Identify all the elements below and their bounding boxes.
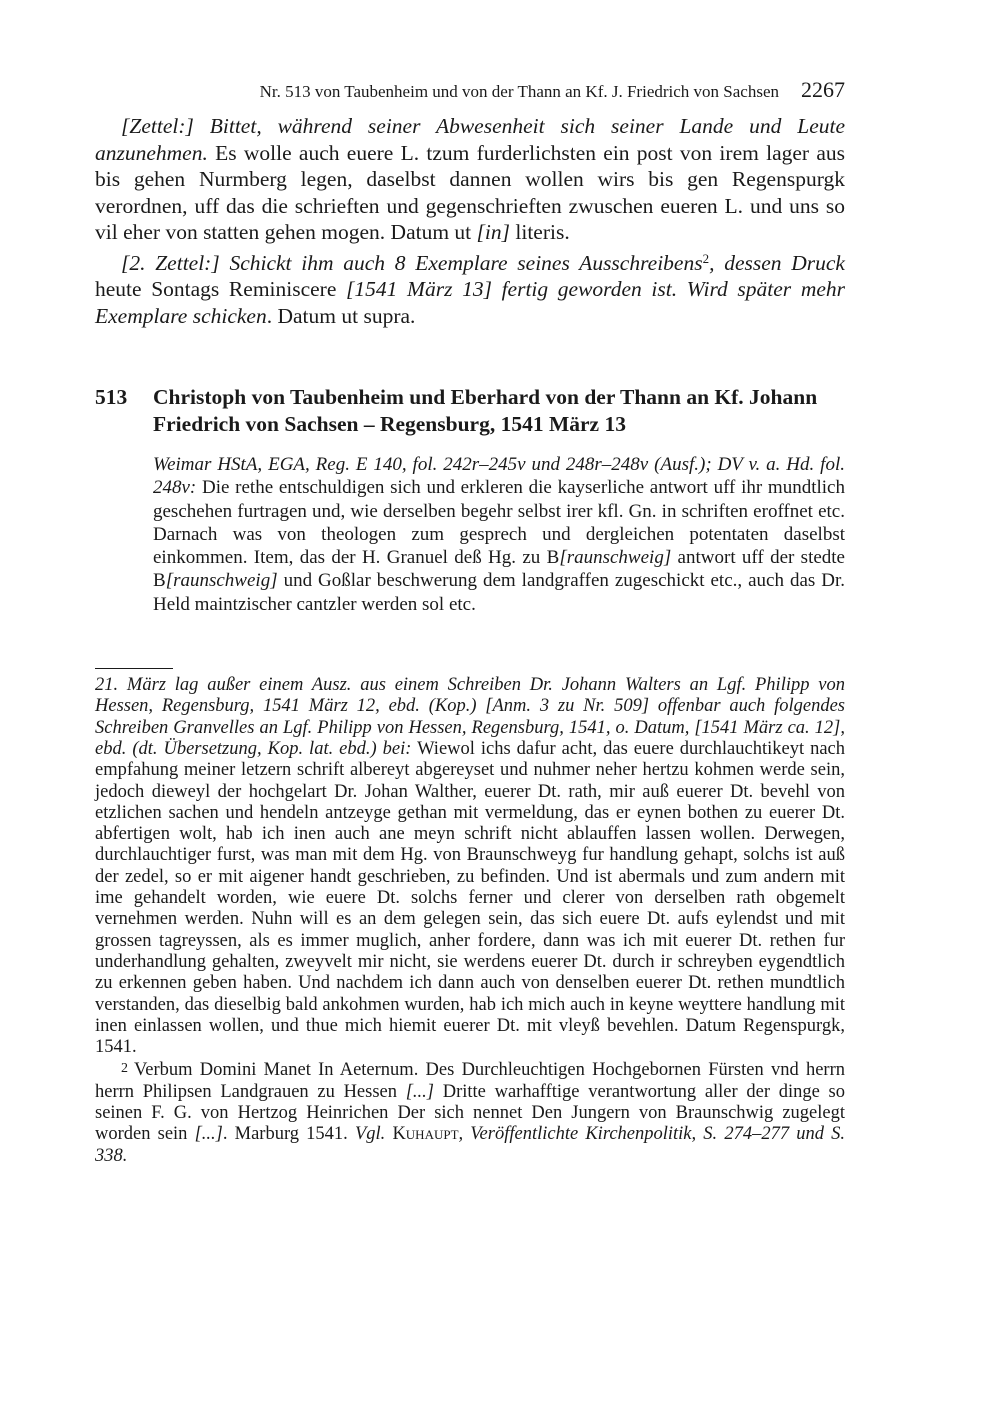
- footnote-divider: [95, 668, 173, 669]
- footnote-2-marker: 2: [121, 1061, 128, 1077]
- footnote-2-italic-2: [...]: [194, 1124, 223, 1145]
- second-zettel-italic-b: , dessen Druck: [709, 250, 845, 275]
- running-head-title: Nr. 513 von Taubenheim und von der Thann an Kf. J. Friedrich von Sachsen: [259, 82, 779, 101]
- second-zettel-text-a: heute Sontags Reminiscere: [95, 277, 347, 301]
- zettel-intro: [Zettel:] Bittet, während seiner Abwesenheit sich seiner Lande und Leute anzunehmen.: [95, 114, 845, 165]
- regest-text-a: Die rethe entschuldigen sich und erkleren die kayserliche antwort uff ihr mundtlich geschehen furtragen und, wie derselben begehr selbst irer kfl. Gn. in schriften eroffnet etc. Darnach was von theologen zum gesprech und dergleichen potentaten daselbst einkommen. Item, das der H. Granuel deß Hg. zu B: [153, 477, 845, 569]
- document-title: Christoph von Taubenheim und Eberhard von der Thann an Kf. Johann Friedrich von Sachsen – Regensburg, 1541 März 13: [153, 385, 818, 436]
- regest-source: Weimar HStA, EGA, Reg. E 140, fol. 242r–245v und 248r–248v (Ausf.); DV v. a. Hd. fol. 248v:: [153, 454, 845, 499]
- footnote-2-text-b: Dritte warhafftige verantwortung aller der dinge so seinen F. G. von Hertzog Heinrichen Der sich nennet Den Jungern von Braunschwig zugelegt worden sein: [95, 1081, 845, 1145]
- regest-text-b: antwort uff der stedte B: [153, 547, 845, 592]
- footnote-2-italic-1: [...]: [405, 1081, 434, 1102]
- regest-italic-2: [raunschweig]: [165, 570, 278, 592]
- footnote-2: [95, 1058, 845, 1166]
- footnote-ref-2: 2: [702, 250, 710, 266]
- document-number: 513: [95, 385, 128, 409]
- footnote-1-continuation: [95, 675, 845, 1058]
- document-page: [95, 78, 845, 1167]
- regest-italic-1: [raunschweig]: [559, 547, 672, 569]
- second-zettel-text-b: . Datum ut supra.: [266, 303, 416, 328]
- zettel-in-marker: [in]: [476, 220, 510, 244]
- page-number: 2267: [801, 77, 845, 102]
- footnote-2-text-a: Verbum Domini Manet In Aeternum. Des Durchleuchtigen Hochgebornen Fürsten vnd herrn herrn Philipsen Landgrauen zu Hessen: [95, 1060, 845, 1102]
- regest-text-c: und Goßlar beschwerung dem landgraffen zugeschickt etc., auch das Dr. Held maintzischer cantzler werden sol etc.: [153, 570, 845, 615]
- footnotes: [95, 675, 845, 1167]
- zettel-end: literis.: [510, 220, 570, 244]
- document-heading: [95, 384, 845, 438]
- second-zettel-intro: [2. Zettel:] Schickt ihm auch 8 Exemplare seines Ausschreibens: [121, 250, 703, 275]
- zettel-text: Es wolle auch euere L. tzum furderlichsten ein post von irem lager aus bis gehen Nurmberg legen, daselbst dannen wollen wirs bis gen Regenspurgk verordnen, uff das die schrieften und gegenschrieften zwuschen eueren L. und uns so vil eher von statten gehen mogen. Datum ut: [95, 140, 845, 244]
- footnote-2-text-c: . Marburg 1541.: [222, 1124, 355, 1145]
- footnote-2-italic-3: Vgl.: [354, 1124, 386, 1145]
- footnote-1-intro: 21. März lag außer einem Ausz. aus einem Schreiben Dr. Johann Walters an Lgf. Philipp von Hessen, Regensburg, 1541 März 12, ebd. (Kop.) [Anm. 3 zu Nr. 509] offenbar auch folgendes Schreiben Granvelles an Lgf. Philipp von Hessen, Regensburg, 1541, o. Datum, [1541 März ca. 12], ebd. (dt. Übersetzung, Kop. lat. ebd.) bei:: [95, 675, 845, 759]
- footnote-2-italic-4: , Veröffentlichte Kirchenpolitik, S. 274–277 und S. 338.: [95, 1124, 845, 1166]
- regest-paragraph: [153, 453, 845, 616]
- footnote-1-text: Wiewol ichs dafur acht, das euere durchlauchtikeyt nach empfahung meiner letzern schrift albereyt abgereyset und nuhmer neher hertzu kohmen werde sein, jedoch dieweyl der hochgelart Dr. Johan Walther, euerer Dt. rath, mir auß euerer Dt. bevehl von etzlichen sachen und hendeln antzeyge gethan mit vermeldung, das er eynen bothen zu euerer Dt. abfertigen wolt, hab ich inen auch ane meyn schrift nicht ablauffen lassen wollen. Derwegen, durchlauchtiger furst, was man mit dem Hg. von Braunschweyg fur handlung gehapt, solchs ist auß der zedel, so er mit aigener handt geschrieben, zu befinden. Und ist abermals und zum andern mit ime gehandelt worden, wie euere Dt. solchs ferner und clerer von derselben rath obgemelt vernehmen werden. Nuhn will es an dem gelegen sein, das sich euere Dt. aufs eylendst und mit grossen tagreyssen, als es immer muglich, anher fordere, dann was ich mit euerer Dt. rethen fur underhandlung gehalten, zweyvelt mir nicht, sie werdens euerer Dt. durch ir schreyben eygendtlich zu erkennen geben haben. Und nachdem ich dann auch von denselben euerer Dt. rethen mundtlich verstanden, das dieselbig bald ankohmen wurden, hab ich mich auch in keyne weyttere handlung mit inen einlassen wollen, und thue mich hiemit euerer Dt. mit vleyß bevehlen. Datum Regenspurgk, 1541.: [95, 738, 845, 1058]
- footnote-2-author: Kuhaupt: [392, 1124, 459, 1145]
- zettel-paragraph: [95, 113, 845, 246]
- second-zettel-italic-c: [1541 März 13] fertig geworden ist. Wird später mehr Exemplare schicken: [95, 277, 845, 328]
- running-head: [95, 78, 845, 104]
- second-zettel-paragraph: [95, 250, 845, 330]
